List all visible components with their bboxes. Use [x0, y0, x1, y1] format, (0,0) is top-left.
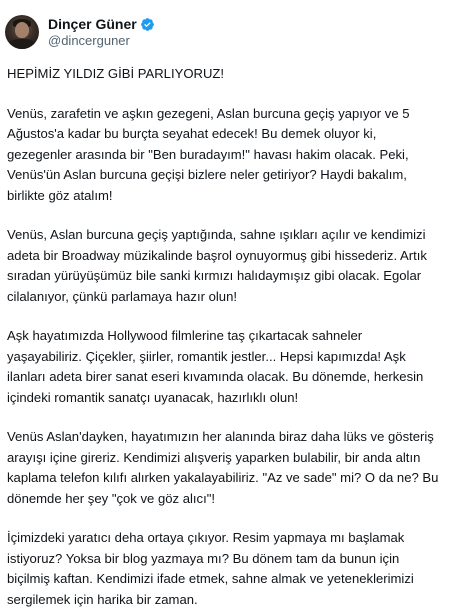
author-block	[48, 16, 155, 49]
text-line: İçimizdeki yaratıcı deha ortaya çıkıyor. Resim yapmaya mı başlamak	[7, 528, 455, 549]
avatar-face	[15, 22, 29, 38]
text-line: adeta bir Broadway müzikalinde başrol oynuyormuş gibi hissederiz. Artık	[7, 246, 455, 267]
paragraph-gap	[7, 206, 455, 225]
author-handle[interactable]: @dincerguner	[48, 33, 155, 49]
tweet-text	[7, 64, 455, 610]
text-line: cilalanıyor, çünkü parlamaya hazır olun!	[7, 287, 455, 308]
text-line: gezegenler arasında bir "Ben buradayım!" havası hakim olacak. Peki,	[7, 145, 455, 166]
tweet-paragraph-6	[7, 528, 455, 610]
author-display-name[interactable]: Dinçer Güner	[48, 16, 137, 33]
name-row	[48, 16, 155, 33]
avatar[interactable]	[5, 15, 39, 49]
text-line: içindeki romantik sanatçı uyanacak, hazırlıklı olun!	[7, 388, 455, 409]
tweet-paragraph-5	[7, 427, 455, 509]
text-line: Venüs, Aslan burcuna geçiş yaptığında, sahne ışıkları açılır ve kendimizi	[7, 225, 455, 246]
avatar-body	[9, 39, 35, 49]
text-line: HEPİMİZ YILDIZ GİBİ PARLIYORUZ!	[7, 64, 455, 85]
text-line: istiyoruz? Yoksa bir blog yazmaya mı? Bu dönem tam da bunun için	[7, 549, 455, 570]
paragraph-gap	[7, 85, 455, 104]
text-line: birlikte göz atalım!	[7, 186, 455, 207]
paragraph-gap	[7, 509, 455, 528]
text-line: dönemde her şey "çok ve göz alıcı"!	[7, 489, 455, 510]
paragraph-gap	[7, 408, 455, 427]
text-line: Venüs'ün Aslan burcuna geçişi bizlere neler getiriyor? Haydi bakalım,	[7, 165, 455, 186]
verified-badge-icon	[140, 17, 155, 32]
text-line: Venüs, zarafetin ve aşkın gezegeni, Aslan burcuna geçiş yapıyor ve 5	[7, 104, 455, 125]
text-line: ilanları adeta birer sanat eseri kıvamında olacak. Bu dönemde, herkesin	[7, 367, 455, 388]
text-line: Venüs Aslan'dayken, hayatımızın her alanında biraz daha lüks ve gösteriş	[7, 427, 455, 448]
tweet-paragraph-1	[7, 64, 455, 85]
tweet-paragraph-3	[7, 225, 455, 307]
text-line: Aşk hayatımızda Hollywood filmlerine taş çıkartacak sahneler	[7, 326, 455, 347]
text-line: yaşayabiliriz. Çiçekler, şiirler, romantik jestler... Hepsi kapımızda! Aşk	[7, 347, 455, 368]
tweet-paragraph-4	[7, 326, 455, 408]
paragraph-gap	[7, 307, 455, 326]
text-line: Ağustos'a kadar bu burçta seyahat edecek! Bu demek oluyor ki,	[7, 124, 455, 145]
text-line: biçilmiş kaftan. Kendimizi ifade etmek, sahne almak ve yeteneklerimizi	[7, 569, 455, 590]
tweet-paragraph-2	[7, 104, 455, 207]
text-line: kaplama telefon kılıfı alırken yakalayabiliriz. "Az ve sade" mi? O da ne? Bu	[7, 468, 455, 489]
tweet-header	[5, 14, 155, 50]
text-line: arayışı içine gireriz. Kendimizi alışveriş yaparken bulabilir, bir anda altın	[7, 448, 455, 469]
text-line: sergilemek için harika bir zaman.	[7, 590, 455, 610]
text-line: sıradan yürüyüşümüz bile sanki kırmızı halıdaymışız gibi olacak. Egolar	[7, 266, 455, 287]
